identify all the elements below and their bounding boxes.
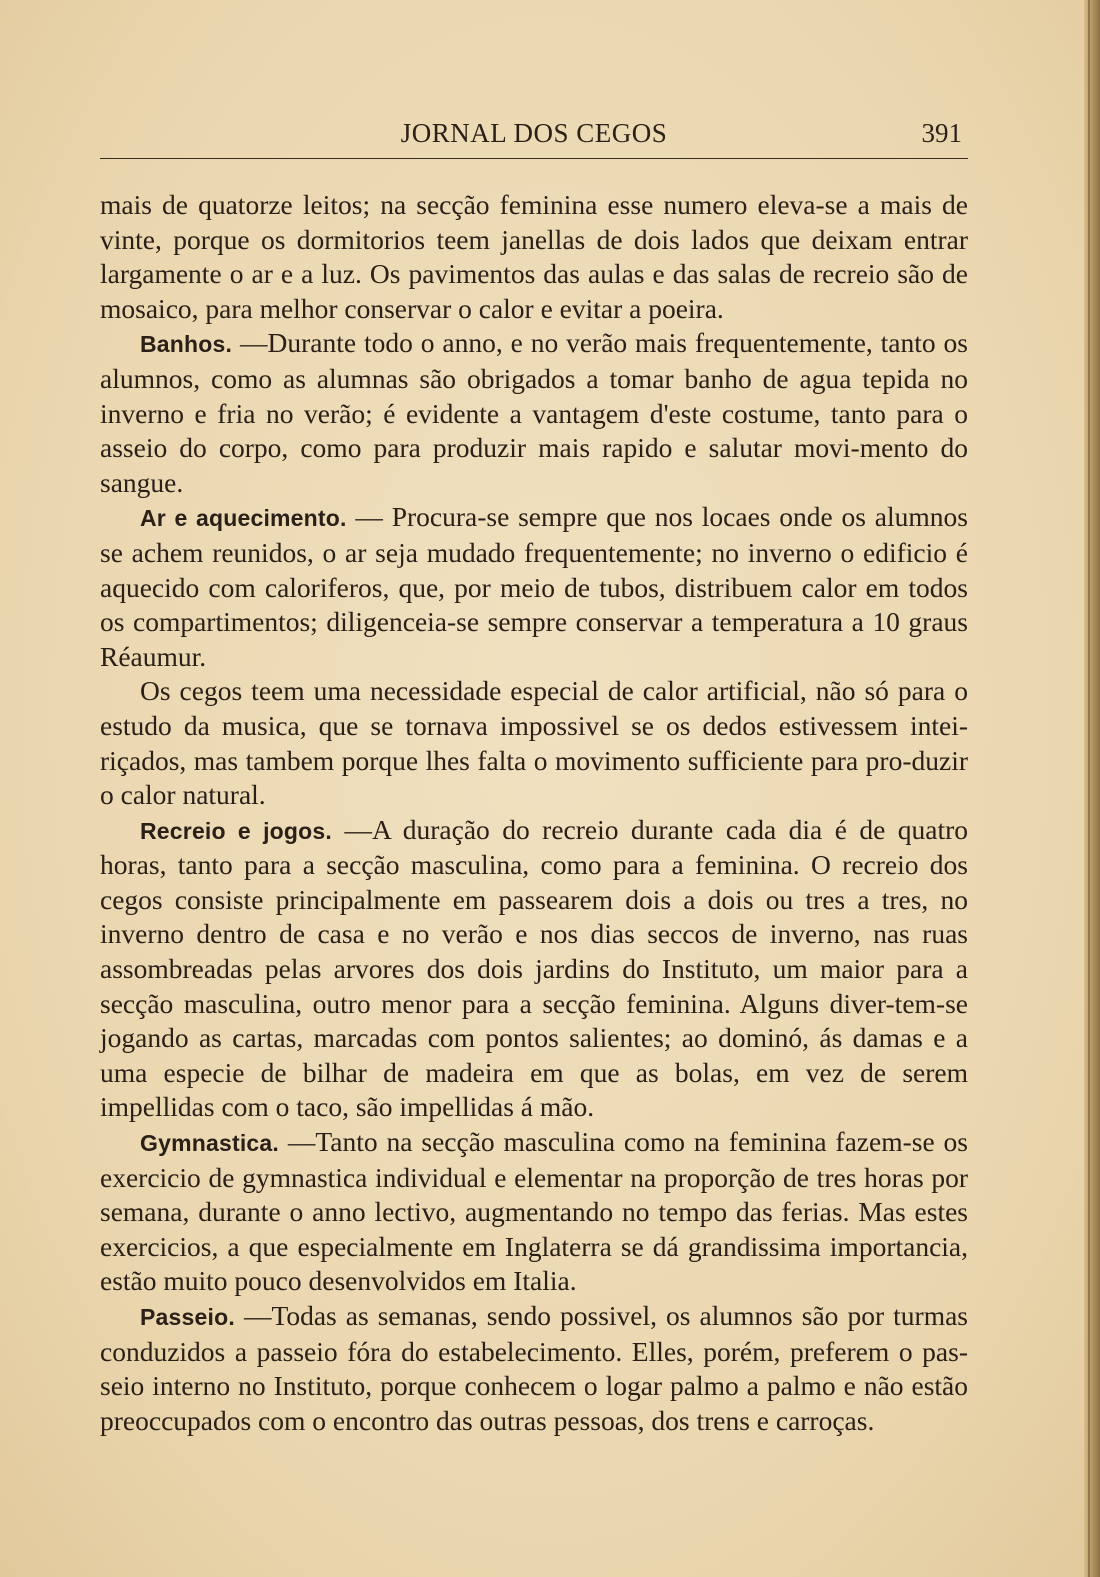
- paragraph-text: Os cegos teem uma necessidade especial de calor artificial, não só para o estudo da musica, que se tornava impossivel se os dedos estivessem intei-riçados, mas tambem porque lhes falta o movimento sufficiente para pro-duzir o calor natural.: [100, 675, 968, 811]
- section-lead-recreio-jogos: Recreio e jogos.: [140, 817, 333, 844]
- paragraph-text: —Durante todo o anno, e no verão mais frequentemente, tanto os alumnos, como as alumnas são obrigados a tomar banho de agua tepida no inverno e fria no verão; é evidente a vantagem d'este costume, tanto para o asseio do corpo, como para produzir mais rapido e salutar movi-mento do sangue.: [100, 327, 968, 498]
- paragraph-continuation: [100, 188, 968, 326]
- paragraph-calor: [100, 674, 968, 812]
- section-lead-passeio: Passeio.: [140, 1304, 235, 1330]
- section-lead-gymnastica: Gymnastica.: [140, 1130, 279, 1157]
- paragraph-text: —A duração do recreio durante cada dia é de quatro horas, tanto para a secção masculina, como para a feminina. O recreio dos cegos consiste principalmente em passearem dois a dois ou tres a tres, no inverno dentro de casa e no verão e nos dias seccos de inverno, nas ruas assombreadas pelas arvores dos dois jardins do Instituto, um maior para a secção masculina, outro menor para a secção feminina. Alguns diver-tem-se jogando as cartas, marcadas com pontos salientes; ao dominó, ás damas e a uma especie de bilhar de madeira em que as bolas, em vez de serem impellidas com o taco, são impellidas á mão.: [100, 813, 968, 1123]
- paragraph-passeio: [100, 1299, 968, 1438]
- paragraph-ar-aquecimento: [100, 500, 968, 674]
- page-header: [100, 118, 968, 158]
- page-number: 391: [921, 118, 962, 148]
- section-lead-banhos: Banhos.: [140, 331, 233, 358]
- header-rule: [100, 158, 968, 159]
- paragraph-text: mais de quatorze leitos; na secção feminina esse numero eleva-se a mais de vinte, porque os dormitorios teem janellas de dois lados que deixam entrar largamente o ar e a luz. Os pavimentos das aulas e das salas de recreio são de mosaico, para melhor conservar o calor e evitar a poeira.: [100, 189, 968, 324]
- page-edge: [1084, 0, 1100, 1577]
- paragraph-gymnastica: [100, 1125, 968, 1299]
- paragraph-text: —Tanto na secção masculina como na feminina fazem-se os exercicio de gymnastica individual e elementar na proporção de tres horas por semana, durante o anno lectivo, augmentando no tempo das ferias. Mas estes exercicios, a que especialmente em Inglaterra se dá grandissima importancia, estão muito pouco desenvolvidos em Italia.: [100, 1126, 968, 1297]
- paragraph-recreio-jogos: [100, 813, 968, 1125]
- running-head: JORNAL DOS CEGOS: [400, 118, 668, 148]
- body-text: [100, 188, 968, 1438]
- paragraph-banhos: [100, 326, 968, 500]
- section-lead-ar-aquecimento: Ar e aquecimento.: [140, 505, 347, 532]
- page-edge-line: [1088, 0, 1090, 1577]
- paragraph-text: — Procura-se sempre que nos locaes onde os alumnos se achem reunidos, o ar seja mudado frequentemente; no inverno o edificio é aquecido com caloriferos, que, por meio de tubos, distribuem calor em todos os compartimentos; diligenceia-se sempre conservar a temperatura a 10 graus Réaumur.: [100, 501, 968, 672]
- paragraph-text: —Todas as semanas, sendo possivel, os alumnos são por turmas conduzidos a passeio fóra do estabelecimento. Elles, porém, preferem o pas-seio interno no Instituto, porque conhecem o logar palmo a palmo e não estão preoccupados com o encontro das outras pessoas, dos trens e carroças.: [100, 1300, 968, 1436]
